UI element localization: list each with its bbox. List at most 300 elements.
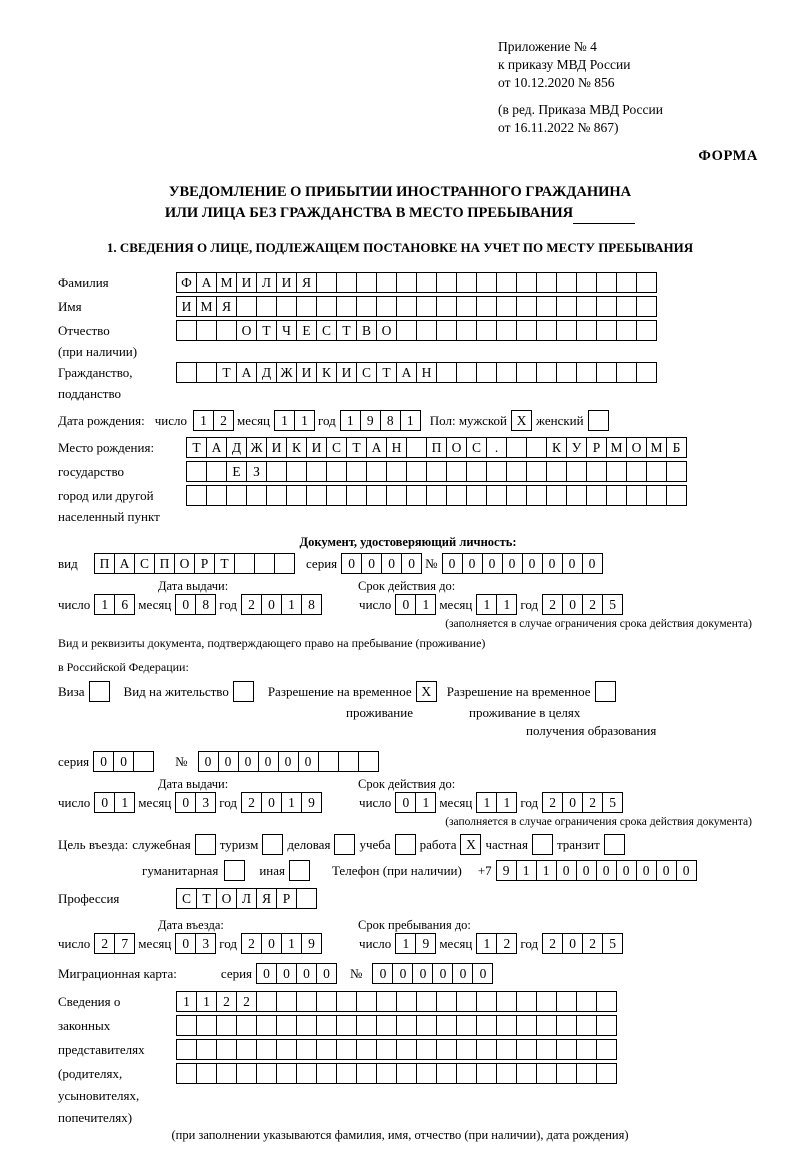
form-cell[interactable]: В (356, 320, 377, 341)
form-cell[interactable] (338, 751, 359, 772)
form-cell[interactable]: П (426, 437, 447, 458)
form-cell[interactable] (186, 461, 207, 482)
form-cell[interactable]: 2 (213, 410, 234, 431)
form-cell[interactable] (176, 1015, 197, 1036)
form-cell[interactable] (476, 362, 497, 383)
form-cell[interactable] (274, 553, 295, 574)
form-cell[interactable] (316, 991, 337, 1012)
form-cell[interactable]: Т (346, 437, 367, 458)
form-cell[interactable] (586, 485, 607, 506)
form-cell[interactable] (436, 1015, 457, 1036)
form-cell[interactable] (576, 272, 597, 293)
form-cell[interactable]: 0 (175, 792, 196, 813)
doc-number-boxes[interactable] (442, 553, 602, 574)
form-cell[interactable]: 0 (576, 860, 597, 881)
form-cell[interactable]: 0 (562, 933, 583, 954)
form-cell[interactable]: 0 (278, 751, 299, 772)
purpose-transit-checkbox[interactable] (604, 834, 625, 855)
form-cell[interactable]: 1 (536, 860, 557, 881)
form-cell[interactable] (196, 1039, 217, 1060)
temp-residence-checkbox[interactable]: X (416, 681, 437, 702)
form-cell[interactable] (316, 1063, 337, 1084)
form-cell[interactable] (636, 320, 657, 341)
form-cell[interactable] (256, 991, 277, 1012)
form-cell[interactable]: 0 (596, 860, 617, 881)
form-cell[interactable] (476, 320, 497, 341)
form-cell[interactable]: Р (194, 553, 215, 574)
form-cell[interactable] (576, 320, 597, 341)
entry-year-boxes[interactable] (241, 933, 321, 954)
visa-checkbox[interactable] (89, 681, 110, 702)
form-cell[interactable] (356, 1063, 377, 1084)
form-cell[interactable] (133, 751, 154, 772)
form-cell[interactable] (586, 461, 607, 482)
form-cell[interactable]: 2 (94, 933, 115, 954)
form-cell[interactable]: 0 (472, 963, 493, 984)
form-cell[interactable]: 5 (602, 792, 623, 813)
form-cell[interactable]: 1 (176, 991, 197, 1012)
form-cell[interactable] (376, 1063, 397, 1084)
form-cell[interactable] (236, 1039, 257, 1060)
birth-day-boxes[interactable] (193, 410, 233, 431)
form-cell[interactable] (596, 272, 617, 293)
form-cell[interactable]: О (174, 553, 195, 574)
form-cell[interactable] (316, 1015, 337, 1036)
form-cell[interactable]: 0 (452, 963, 473, 984)
form-cell[interactable]: К (546, 437, 567, 458)
form-cell[interactable] (536, 991, 557, 1012)
purpose-tourism-checkbox[interactable] (262, 834, 283, 855)
entry-day-boxes[interactable] (94, 933, 134, 954)
form-cell[interactable]: Ч (276, 320, 297, 341)
doc-series-boxes[interactable] (341, 553, 421, 574)
form-cell[interactable] (516, 1039, 537, 1060)
form-cell[interactable] (446, 461, 467, 482)
form-cell[interactable] (516, 320, 537, 341)
form-cell[interactable] (576, 362, 597, 383)
form-cell[interactable]: 0 (562, 792, 583, 813)
form-cell[interactable] (296, 296, 317, 317)
form-cell[interactable]: 0 (562, 553, 583, 574)
form-cell[interactable]: П (94, 553, 115, 574)
form-cell[interactable]: Д (226, 437, 247, 458)
form-cell[interactable] (356, 296, 377, 317)
form-cell[interactable]: 0 (562, 594, 583, 615)
form-cell[interactable]: Н (416, 362, 437, 383)
form-cell[interactable] (476, 1039, 497, 1060)
mig-series-boxes[interactable] (256, 963, 336, 984)
form-cell[interactable]: У (566, 437, 587, 458)
form-cell[interactable] (556, 320, 577, 341)
form-cell[interactable] (486, 485, 507, 506)
form-cell[interactable] (466, 461, 487, 482)
form-cell[interactable] (176, 362, 197, 383)
form-cell[interactable]: 8 (195, 594, 216, 615)
form-cell[interactable]: Р (276, 888, 297, 909)
form-cell[interactable] (626, 485, 647, 506)
form-cell[interactable]: 0 (261, 594, 282, 615)
form-cell[interactable]: 1 (196, 991, 217, 1012)
form-cell[interactable]: 0 (276, 963, 297, 984)
valid-day-boxes[interactable] (395, 594, 435, 615)
form-cell[interactable] (358, 751, 379, 772)
form-cell[interactable] (186, 485, 207, 506)
form-cell[interactable]: М (646, 437, 667, 458)
permit-number-boxes[interactable] (198, 751, 378, 772)
form-cell[interactable]: 2 (582, 933, 603, 954)
form-cell[interactable] (536, 320, 557, 341)
form-cell[interactable] (436, 1063, 457, 1084)
form-cell[interactable]: 9 (360, 410, 381, 431)
form-cell[interactable] (318, 751, 339, 772)
form-cell[interactable]: И (236, 272, 257, 293)
form-cell[interactable]: Я (296, 272, 317, 293)
issue-month-boxes[interactable] (175, 594, 215, 615)
birth-place-row1-boxes[interactable] (186, 437, 686, 458)
form-cell[interactable]: 0 (258, 751, 279, 772)
form-cell[interactable] (636, 296, 657, 317)
form-cell[interactable] (286, 461, 307, 482)
form-cell[interactable]: 0 (372, 963, 393, 984)
purpose-humanitarian-checkbox[interactable] (224, 860, 245, 881)
purpose-business-checkbox[interactable] (334, 834, 355, 855)
form-cell[interactable]: 0 (395, 594, 416, 615)
form-cell[interactable]: 1 (281, 933, 302, 954)
form-cell[interactable]: 1 (294, 410, 315, 431)
form-cell[interactable] (456, 1039, 477, 1060)
form-cell[interactable] (416, 1039, 437, 1060)
form-cell[interactable] (226, 485, 247, 506)
form-cell[interactable] (296, 1039, 317, 1060)
form-cell[interactable] (496, 296, 517, 317)
form-cell[interactable] (516, 991, 537, 1012)
form-cell[interactable]: 3 (195, 792, 216, 813)
form-cell[interactable]: 0 (94, 792, 115, 813)
form-cell[interactable]: 1 (94, 594, 115, 615)
form-cell[interactable] (236, 1063, 257, 1084)
form-cell[interactable]: П (154, 553, 175, 574)
form-cell[interactable]: Ф (176, 272, 197, 293)
form-cell[interactable] (536, 296, 557, 317)
form-cell[interactable] (346, 461, 367, 482)
form-cell[interactable]: 8 (301, 594, 322, 615)
form-cell[interactable] (406, 485, 427, 506)
form-cell[interactable] (666, 485, 687, 506)
form-cell[interactable]: 0 (361, 553, 382, 574)
form-cell[interactable]: Т (336, 320, 357, 341)
form-cell[interactable]: 0 (298, 751, 319, 772)
form-cell[interactable] (496, 1039, 517, 1060)
form-cell[interactable] (626, 461, 647, 482)
form-cell[interactable] (436, 362, 457, 383)
form-cell[interactable] (526, 437, 547, 458)
form-cell[interactable]: 1 (400, 410, 421, 431)
form-cell[interactable]: 0 (636, 860, 657, 881)
form-cell[interactable]: И (276, 272, 297, 293)
form-cell[interactable] (416, 320, 437, 341)
form-cell[interactable] (206, 461, 227, 482)
form-cell[interactable] (306, 485, 327, 506)
form-cell[interactable] (376, 991, 397, 1012)
form-cell[interactable] (516, 1015, 537, 1036)
form-cell[interactable] (526, 485, 547, 506)
form-cell[interactable] (176, 1039, 197, 1060)
form-cell[interactable]: 0 (442, 553, 463, 574)
form-cell[interactable]: Ж (276, 362, 297, 383)
form-cell[interactable]: 1 (476, 594, 497, 615)
sex-female-checkbox[interactable] (588, 410, 609, 431)
name-boxes[interactable] (176, 296, 656, 317)
form-cell[interactable] (336, 991, 357, 1012)
form-cell[interactable] (596, 1063, 617, 1084)
form-cell[interactable] (596, 296, 617, 317)
form-cell[interactable] (496, 1015, 517, 1036)
form-cell[interactable] (476, 991, 497, 1012)
form-cell[interactable]: 2 (241, 933, 262, 954)
form-cell[interactable] (256, 1015, 277, 1036)
form-cell[interactable]: Т (214, 553, 235, 574)
form-cell[interactable]: 0 (198, 751, 219, 772)
form-cell[interactable] (496, 362, 517, 383)
form-cell[interactable] (376, 1015, 397, 1036)
form-cell[interactable]: Б (666, 437, 687, 458)
form-cell[interactable]: . (486, 437, 507, 458)
form-cell[interactable] (436, 272, 457, 293)
form-cell[interactable]: С (316, 320, 337, 341)
permit-valid-day-boxes[interactable] (395, 792, 435, 813)
phone-boxes[interactable] (496, 860, 696, 881)
valid-month-boxes[interactable] (476, 594, 516, 615)
form-cell[interactable] (396, 272, 417, 293)
form-cell[interactable]: 2 (542, 933, 563, 954)
form-cell[interactable] (556, 1063, 577, 1084)
form-cell[interactable]: Т (376, 362, 397, 383)
permit-issue-year-boxes[interactable] (241, 792, 321, 813)
form-cell[interactable] (396, 1015, 417, 1036)
form-cell[interactable]: 2 (241, 792, 262, 813)
form-cell[interactable] (386, 485, 407, 506)
legal-rep-row2-boxes[interactable] (176, 1015, 616, 1036)
permit-valid-month-boxes[interactable] (476, 792, 516, 813)
form-cell[interactable]: Е (296, 320, 317, 341)
form-cell[interactable] (276, 1063, 297, 1084)
form-cell[interactable] (256, 1063, 277, 1084)
form-cell[interactable] (536, 362, 557, 383)
issue-day-boxes[interactable] (94, 594, 134, 615)
form-cell[interactable]: 1 (496, 792, 517, 813)
form-cell[interactable] (196, 1063, 217, 1084)
form-cell[interactable] (316, 272, 337, 293)
form-cell[interactable] (496, 1063, 517, 1084)
form-cell[interactable] (566, 461, 587, 482)
form-cell[interactable] (406, 461, 427, 482)
form-cell[interactable] (336, 1063, 357, 1084)
form-cell[interactable] (576, 1039, 597, 1060)
form-cell[interactable] (596, 1039, 617, 1060)
form-cell[interactable]: 9 (301, 933, 322, 954)
form-cell[interactable]: 2 (236, 991, 257, 1012)
form-cell[interactable]: 9 (415, 933, 436, 954)
form-cell[interactable] (366, 461, 387, 482)
form-cell[interactable]: 5 (602, 594, 623, 615)
form-cell[interactable] (496, 991, 517, 1012)
form-cell[interactable]: О (236, 320, 257, 341)
form-cell[interactable]: А (236, 362, 257, 383)
form-cell[interactable]: Я (216, 296, 237, 317)
edu-residence-checkbox[interactable] (595, 681, 616, 702)
form-cell[interactable] (306, 461, 327, 482)
purpose-study-checkbox[interactable] (395, 834, 416, 855)
form-cell[interactable] (556, 991, 577, 1012)
form-cell[interactable]: 0 (261, 792, 282, 813)
form-cell[interactable] (576, 1015, 597, 1036)
birth-month-boxes[interactable] (274, 410, 314, 431)
form-cell[interactable]: 1 (476, 933, 497, 954)
form-cell[interactable] (606, 461, 627, 482)
form-cell[interactable] (216, 1063, 237, 1084)
form-cell[interactable] (296, 991, 317, 1012)
form-cell[interactable]: 2 (542, 594, 563, 615)
form-cell[interactable] (256, 1039, 277, 1060)
form-cell[interactable]: Т (186, 437, 207, 458)
issue-year-boxes[interactable] (241, 594, 321, 615)
form-cell[interactable]: О (216, 888, 237, 909)
form-cell[interactable] (176, 320, 197, 341)
legal-rep-row1-boxes[interactable] (176, 991, 616, 1012)
stay-month-boxes[interactable] (476, 933, 516, 954)
form-cell[interactable]: О (626, 437, 647, 458)
sex-male-checkbox[interactable]: X (511, 410, 532, 431)
form-cell[interactable] (246, 485, 267, 506)
form-cell[interactable] (396, 1063, 417, 1084)
form-cell[interactable] (416, 1015, 437, 1036)
citizenship-boxes[interactable] (176, 362, 656, 383)
form-cell[interactable]: З (246, 461, 267, 482)
permit-issue-month-boxes[interactable] (175, 792, 215, 813)
form-cell[interactable] (216, 1039, 237, 1060)
form-cell[interactable]: 0 (462, 553, 483, 574)
form-cell[interactable] (446, 485, 467, 506)
legal-rep-row3-boxes[interactable] (176, 1039, 616, 1060)
form-cell[interactable]: 1 (281, 594, 302, 615)
form-cell[interactable]: Д (256, 362, 277, 383)
form-cell[interactable] (376, 272, 397, 293)
form-cell[interactable]: Т (216, 362, 237, 383)
form-cell[interactable]: С (466, 437, 487, 458)
form-cell[interactable]: 0 (261, 933, 282, 954)
form-cell[interactable]: 0 (218, 751, 239, 772)
form-cell[interactable] (376, 296, 397, 317)
form-cell[interactable]: Е (226, 461, 247, 482)
form-cell[interactable]: 1 (415, 792, 436, 813)
form-cell[interactable]: 0 (482, 553, 503, 574)
form-cell[interactable] (206, 485, 227, 506)
form-cell[interactable]: 0 (238, 751, 259, 772)
form-cell[interactable]: 1 (114, 792, 135, 813)
form-cell[interactable] (616, 272, 637, 293)
form-cell[interactable] (296, 1063, 317, 1084)
form-cell[interactable]: 2 (542, 792, 563, 813)
form-cell[interactable] (456, 991, 477, 1012)
form-cell[interactable]: 0 (582, 553, 603, 574)
form-cell[interactable] (476, 1015, 497, 1036)
form-cell[interactable] (356, 272, 377, 293)
form-cell[interactable]: 0 (616, 860, 637, 881)
form-cell[interactable] (336, 1015, 357, 1036)
form-cell[interactable]: М (196, 296, 217, 317)
birth-place-row2-boxes[interactable] (186, 461, 686, 482)
form-cell[interactable] (256, 296, 277, 317)
form-cell[interactable]: 1 (476, 792, 497, 813)
form-cell[interactable]: Р (586, 437, 607, 458)
form-cell[interactable] (316, 296, 337, 317)
form-cell[interactable]: С (356, 362, 377, 383)
form-cell[interactable]: 1 (415, 594, 436, 615)
form-cell[interactable] (456, 296, 477, 317)
form-cell[interactable]: Л (256, 272, 277, 293)
form-cell[interactable]: 1 (193, 410, 214, 431)
form-cell[interactable]: 1 (516, 860, 537, 881)
form-cell[interactable] (666, 461, 687, 482)
form-cell[interactable] (356, 1015, 377, 1036)
form-cell[interactable] (476, 296, 497, 317)
form-cell[interactable] (506, 461, 527, 482)
form-cell[interactable] (436, 320, 457, 341)
form-cell[interactable]: И (266, 437, 287, 458)
form-cell[interactable] (596, 1015, 617, 1036)
form-cell[interactable] (516, 1063, 537, 1084)
permit-valid-year-boxes[interactable] (542, 792, 622, 813)
form-cell[interactable] (176, 1063, 197, 1084)
form-cell[interactable]: А (114, 553, 135, 574)
form-cell[interactable]: 7 (114, 933, 135, 954)
form-cell[interactable] (646, 485, 667, 506)
form-cell[interactable]: 0 (381, 553, 402, 574)
form-cell[interactable] (196, 1015, 217, 1036)
form-cell[interactable]: 2 (582, 594, 603, 615)
patronymic-boxes[interactable] (176, 320, 656, 341)
form-cell[interactable]: Л (236, 888, 257, 909)
form-cell[interactable]: 0 (542, 553, 563, 574)
stay-day-boxes[interactable] (395, 933, 435, 954)
form-cell[interactable] (556, 272, 577, 293)
form-cell[interactable] (336, 1039, 357, 1060)
form-cell[interactable]: 0 (556, 860, 577, 881)
entry-month-boxes[interactable] (175, 933, 215, 954)
form-cell[interactable] (456, 272, 477, 293)
form-cell[interactable]: И (336, 362, 357, 383)
form-cell[interactable] (496, 272, 517, 293)
form-cell[interactable]: Н (386, 437, 407, 458)
form-cell[interactable] (606, 485, 627, 506)
form-cell[interactable]: С (176, 888, 197, 909)
form-cell[interactable] (556, 1039, 577, 1060)
valid-year-boxes[interactable] (542, 594, 622, 615)
form-cell[interactable] (536, 1063, 557, 1084)
form-cell[interactable] (576, 991, 597, 1012)
form-cell[interactable] (466, 485, 487, 506)
form-cell[interactable] (566, 485, 587, 506)
form-cell[interactable] (196, 362, 217, 383)
residence-permit-checkbox[interactable] (233, 681, 254, 702)
form-cell[interactable] (326, 485, 347, 506)
form-cell[interactable] (646, 461, 667, 482)
form-cell[interactable] (254, 553, 275, 574)
form-cell[interactable] (476, 272, 497, 293)
form-cell[interactable] (436, 1039, 457, 1060)
form-cell[interactable]: О (446, 437, 467, 458)
form-cell[interactable] (286, 485, 307, 506)
